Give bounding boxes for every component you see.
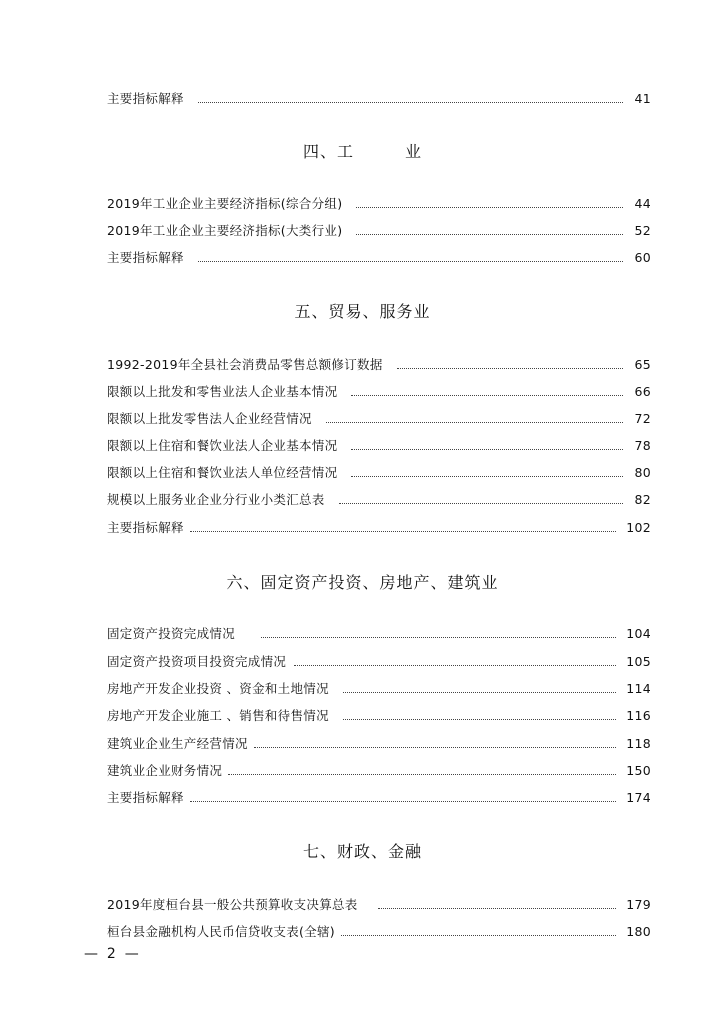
dot-leader bbox=[198, 101, 623, 103]
toc-entry-page: 72 bbox=[634, 411, 651, 426]
toc-entry[interactable] bbox=[107, 382, 651, 402]
toc-entry[interactable] bbox=[107, 761, 651, 781]
dot-leader bbox=[254, 746, 616, 748]
toc-entry-page: 41 bbox=[634, 91, 651, 106]
dot-leader bbox=[351, 448, 623, 450]
toc-entry-page: 118 bbox=[626, 736, 651, 751]
toc-entry[interactable] bbox=[107, 518, 651, 538]
toc-entry-title: 限额以上批发零售法人企业经营情况 bbox=[107, 411, 312, 426]
toc-entry-title: 1992-2019年全县社会消费品零售总额修订数据 bbox=[107, 357, 383, 372]
toc-entry-page: 150 bbox=[626, 763, 651, 778]
toc-entry-title: 主要指标解释 bbox=[107, 520, 184, 535]
dot-leader bbox=[343, 718, 616, 720]
dot-leader bbox=[351, 475, 623, 477]
toc-entry-title: 主要指标解释 bbox=[107, 250, 184, 265]
dot-leader bbox=[294, 664, 616, 666]
toc-entry-page: 44 bbox=[634, 196, 651, 211]
toc-entry-page: 179 bbox=[626, 897, 651, 912]
toc-entry[interactable] bbox=[107, 706, 651, 726]
toc-entry[interactable] bbox=[107, 89, 651, 109]
section-heading-finance: 七、财政、金融 bbox=[302, 842, 422, 861]
toc-entry[interactable] bbox=[107, 895, 651, 915]
toc-entry-page: 174 bbox=[626, 790, 651, 805]
dot-leader bbox=[190, 800, 616, 802]
dot-leader bbox=[356, 233, 623, 235]
toc-entry-page: 180 bbox=[626, 924, 651, 939]
dot-leader bbox=[351, 394, 623, 396]
dot-leader bbox=[261, 636, 616, 638]
toc-entry[interactable] bbox=[107, 221, 651, 241]
toc-entry-page: 60 bbox=[634, 250, 651, 265]
dot-leader bbox=[356, 206, 623, 208]
page-number-footer: — 2 — bbox=[84, 946, 139, 962]
toc-entry-title: 限额以上批发和零售业法人企业基本情况 bbox=[107, 384, 338, 399]
section-heading-industry: 四、工 业 bbox=[302, 142, 422, 161]
dot-leader bbox=[228, 773, 616, 775]
toc-entry-title: 主要指标解释 bbox=[107, 91, 184, 106]
toc-entry[interactable] bbox=[107, 355, 651, 375]
section-heading-trade-services: 五、贸易、服务业 bbox=[294, 302, 431, 321]
dot-leader bbox=[341, 934, 616, 936]
toc-entry-title: 2019年度桓台县一般公共预算收支决算总表 bbox=[107, 897, 358, 912]
toc-entry[interactable] bbox=[107, 624, 651, 644]
section-heading-investment-realestate-construction: 六、固定资产投资、房地产、建筑业 bbox=[226, 573, 499, 592]
toc-entry-title: 规模以上服务业企业分行业小类汇总表 bbox=[107, 492, 325, 507]
toc-entry-page: 104 bbox=[626, 626, 651, 641]
dot-leader bbox=[198, 260, 623, 262]
toc-entry-page: 66 bbox=[634, 384, 651, 399]
dot-leader bbox=[378, 907, 617, 909]
toc-entry-title: 桓台县金融机构人民币信贷收支表(全辖) bbox=[107, 924, 335, 939]
toc-entry[interactable] bbox=[107, 652, 651, 672]
toc-entry-page: 105 bbox=[626, 654, 651, 669]
toc-entry-page: 52 bbox=[634, 223, 651, 238]
toc-entry-page: 116 bbox=[626, 708, 651, 723]
toc-entry-title: 建筑业企业生产经营情况 bbox=[107, 736, 248, 751]
toc-entry-title: 限额以上住宿和餐饮业法人企业基本情况 bbox=[107, 438, 338, 453]
toc-entry-title: 固定资产投资项目投资完成情况 bbox=[107, 654, 287, 669]
toc-entry-title: 固定资产投资完成情况 bbox=[107, 626, 236, 641]
toc-entry[interactable] bbox=[107, 788, 651, 808]
toc-entry[interactable] bbox=[107, 922, 651, 942]
dot-leader bbox=[397, 367, 623, 369]
toc-entry-title: 房地产开发企业投资 、资金和土地情况 bbox=[107, 681, 329, 696]
toc-entry[interactable] bbox=[107, 248, 651, 268]
toc-entry[interactable] bbox=[107, 194, 651, 214]
toc-entry[interactable] bbox=[107, 679, 651, 699]
toc-entry-title: 主要指标解释 bbox=[107, 790, 184, 805]
toc-entry-title: 限额以上住宿和餐饮业法人单位经营情况 bbox=[107, 465, 338, 480]
toc-entry-page: 82 bbox=[634, 492, 651, 507]
toc-entry-page: 78 bbox=[634, 438, 651, 453]
toc-entry-title: 2019年工业企业主要经济指标(综合分组) bbox=[107, 196, 343, 211]
toc-entry-page: 80 bbox=[634, 465, 651, 480]
toc-entry[interactable] bbox=[107, 490, 651, 510]
toc-entry[interactable] bbox=[107, 436, 651, 456]
dot-leader bbox=[343, 691, 616, 693]
toc-entry-page: 114 bbox=[626, 681, 651, 696]
toc-entry[interactable] bbox=[107, 734, 651, 754]
toc-entry-title: 建筑业企业财务情况 bbox=[107, 763, 223, 778]
dot-leader bbox=[339, 502, 623, 504]
toc-entry-page: 102 bbox=[626, 520, 651, 535]
dot-leader bbox=[190, 530, 616, 532]
toc-entry[interactable] bbox=[107, 409, 651, 429]
toc-entry-title: 2019年工业企业主要经济指标(大类行业) bbox=[107, 223, 343, 238]
toc-entry-title: 房地产开发企业施工 、销售和待售情况 bbox=[107, 708, 329, 723]
dot-leader bbox=[326, 421, 623, 423]
toc-entry[interactable] bbox=[107, 463, 651, 483]
toc-entry-page: 65 bbox=[634, 357, 651, 372]
